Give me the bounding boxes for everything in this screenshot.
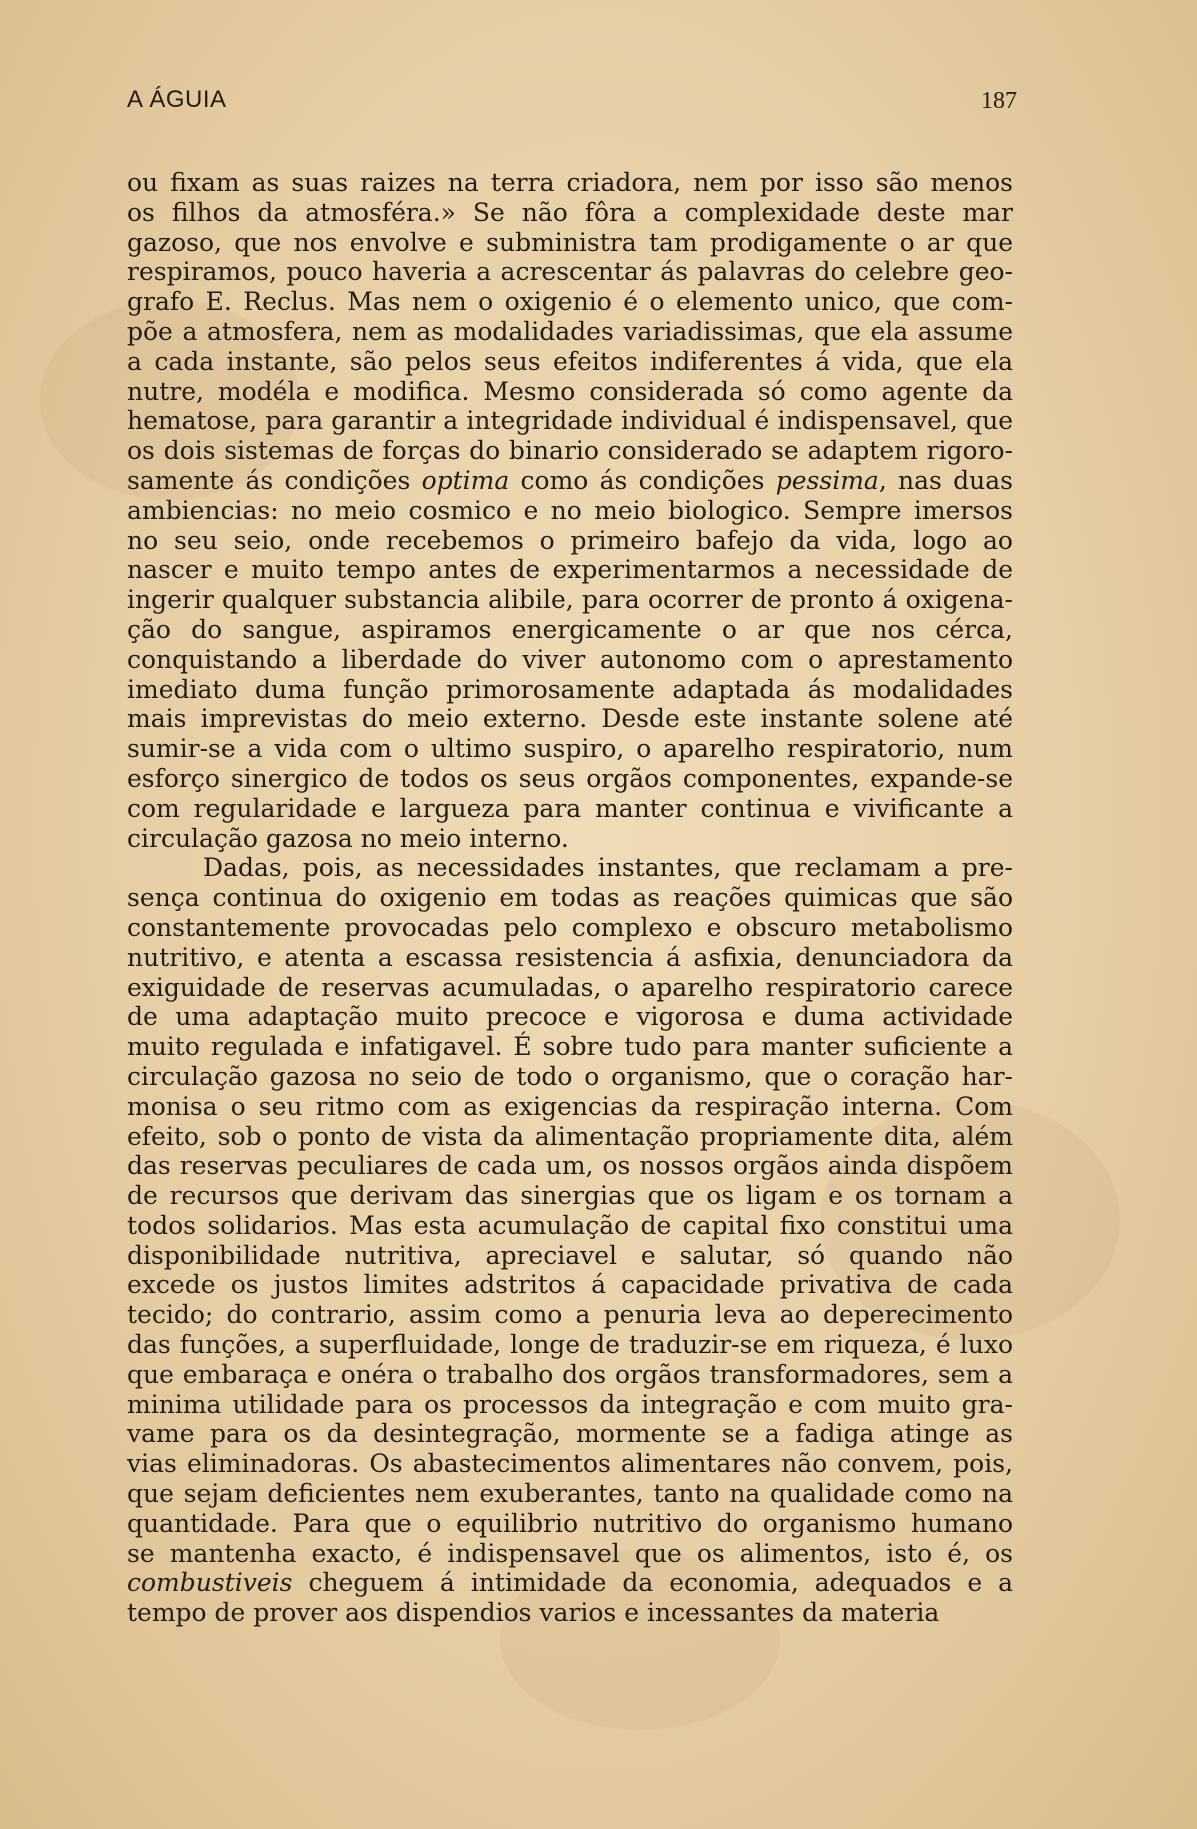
text-line: combustiveis cheguem á intimidade da economia, adequados e a: [127, 1568, 1013, 1598]
text-line: com regularidade e largueza para manter continua e vivificante a: [127, 793, 1013, 823]
italic-term: optima: [421, 465, 510, 495]
text-line: exiguidade de reservas acumuladas, o aparelho respiratorio carece: [127, 972, 1013, 1002]
text-line: vias eliminadoras. Os abastecimentos alimentares não convem, pois,: [127, 1449, 1013, 1479]
text-line: respiramos, pouco haveria a acrescentar ás palavras do celebre geo-: [127, 257, 1013, 287]
body-text: [127, 168, 1013, 1628]
text-line: se mantenha exacto, é indispensavel que os alimentos, isto é, os: [127, 1538, 1013, 1568]
text-line: muito regulada e infatigavel. É sobre tudo para manter suficiente a: [127, 1032, 1013, 1062]
text-line: sumir-se a vida com o ultimo suspiro, o aparelho respiratorio, num: [127, 734, 1013, 764]
text-line: tecido; do contrario, assim como a penuria leva ao deperecimento: [127, 1300, 1013, 1330]
text-line: das reservas peculiares de cada um, os nossos orgãos ainda dispõem: [127, 1151, 1013, 1181]
text-line: que sejam deficientes nem exuberantes, tanto na qualidade como na: [127, 1479, 1013, 1509]
text-line: põe a atmosfera, nem as modalidades variadissimas, que ela assume: [127, 316, 1013, 346]
text-line: nutre, modéla e modifica. Mesmo considerada só como agente da: [127, 376, 1013, 406]
text-line: minima utilidade para os processos da integração e com muito gra-: [127, 1389, 1013, 1419]
page-header: [127, 86, 1017, 120]
italic-term: pessima: [775, 465, 879, 495]
text-line: todos solidarios. Mas esta acumulação de capital fixo constitui uma: [127, 1210, 1013, 1240]
text-line: hematose, para garantir a integridade individual é indispensavel, que: [127, 406, 1013, 436]
text-line: conquistando a liberdade do viver autonomo com o aprestamento: [127, 644, 1013, 674]
text-line: Dadas, pois, as necessidades instantes, que reclamam a pre-: [203, 853, 1013, 883]
text-line: ou fixam as suas raizes na terra criadora, nem por isso são menos: [127, 168, 1013, 197]
text-line: tempo de prover aos dispendios varios e incessantes da materia: [127, 1598, 940, 1628]
text-line: constantemente provocadas pelo complexo e obscuro metabolismo: [127, 912, 1013, 942]
page-number: 187: [981, 88, 1017, 114]
text-line: no seu seio, onde recebemos o primeiro bafejo da vida, logo ao: [127, 525, 1013, 555]
text-line: das funções, a superfluidade, longe de traduzir-se em riqueza, é luxo: [127, 1330, 1013, 1360]
text-line: nascer e muito tempo antes de experimentarmos a necessidade de: [127, 555, 1013, 585]
text-line: mais imprevistas do meio externo. Desde este instante solene até: [127, 704, 1013, 734]
text-line: de uma adaptação muito precoce e vigorosa e duma actividade: [127, 1002, 1013, 1032]
text-line: circulação gazosa no seio de todo o organismo, que o coração har-: [127, 1061, 1013, 1091]
text-line: circulação gazosa no meio interno.: [127, 823, 569, 853]
text-line: esforço sinergico de todos os seus orgãos componentes, expande-se: [127, 763, 1013, 793]
text-line: excede os justos limites adstritos á capacidade privativa de cada: [127, 1270, 1013, 1300]
text-line: quantidade. Para que o equilibrio nutritivo do organismo humano: [127, 1508, 1013, 1538]
text-line: vame para os da desintegração, mormente se a fadiga atinge as: [127, 1419, 1013, 1449]
text-line: os dois sistemas de forças do binario considerado se adaptem rigoro-: [127, 436, 1013, 466]
text-line: os filhos da atmosféra.» Se não fôra a complexidade deste mar: [127, 197, 1013, 227]
text-line: nutritivo, e atenta a escassa resistencia á asfixia, denunciadora da: [127, 942, 1013, 972]
text-line: grafo E. Reclus. Mas nem o oxigenio é o elemento unico, que com-: [127, 287, 1013, 317]
text-line: a cada instante, são pelos seus efeitos indiferentes á vida, que ela: [127, 346, 1013, 376]
text-line: imediato duma função primorosamente adaptada ás modalidades: [127, 674, 1013, 704]
text-line: monisa o seu ritmo com as exigencias da respiração interna. Com: [127, 1091, 1013, 1121]
text-line: samente ás condições optima como ás condições pessima, nas duas: [127, 465, 1013, 495]
text-line: disponibilidade nutritiva, apreciavel e salutar, só quando não: [127, 1240, 1013, 1270]
text-line: ambiencias: no meio cosmico e no meio biologico. Sempre imersos: [127, 495, 1013, 525]
text-line: ingerir qualquer substancia alibile, para ocorrer de pronto á oxigena-: [127, 585, 1013, 615]
text-line: ção do sangue, aspiramos energicamente o ar que nos cérca,: [127, 614, 1013, 644]
text-line: que embaraça e onéra o trabalho dos orgãos transformadores, sem a: [127, 1359, 1013, 1389]
text-line: efeito, sob o ponto de vista da alimentação propriamente dita, além: [127, 1121, 1013, 1151]
text-line: de recursos que derivam das sinergias que os ligam e os tornam a: [127, 1181, 1013, 1211]
text-line: gazoso, que nos envolve e subministra tam prodigamente o ar que: [127, 227, 1013, 257]
running-head: A ÁGUIA: [127, 86, 227, 113]
italic-term: combustiveis: [127, 1568, 293, 1598]
text-line: sença continua do oxigenio em todas as reações quimicas que são: [127, 883, 1013, 913]
